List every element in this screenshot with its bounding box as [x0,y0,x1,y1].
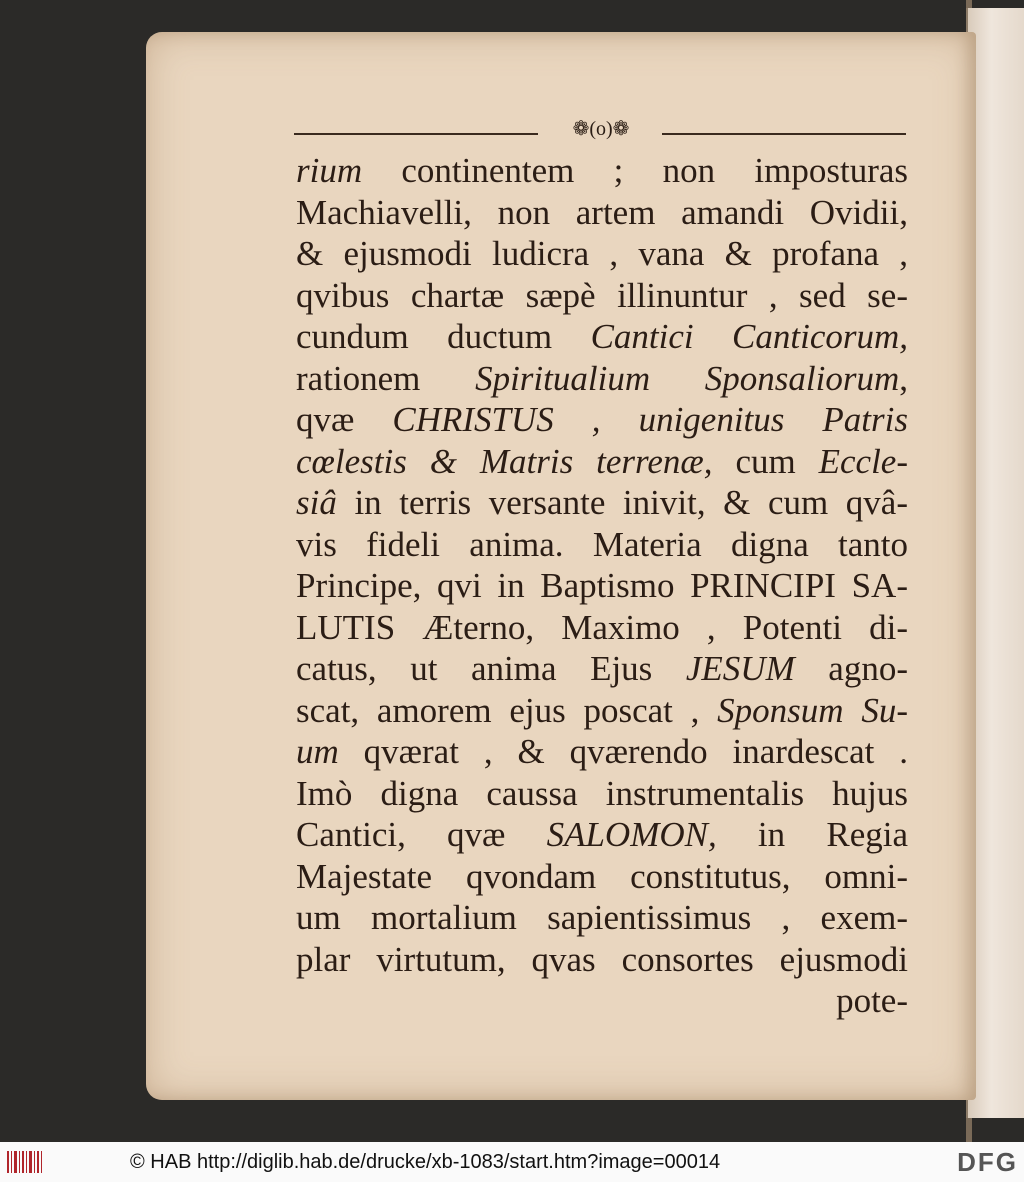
text-run: qværat , & qværendo inardescat . [338,732,908,771]
text-run: catus, ut anima Ejus [296,649,686,688]
italic-text-run: Cantici Canticorum, [590,317,908,356]
catchword: pote- [836,981,908,1020]
text-line [296,773,908,815]
text-line [296,690,908,732]
text-line [296,233,908,275]
text-line [296,358,908,400]
source-url-text: © HAB http://diglib.hab.de/drucke/xb-1083/start.htm?image=00014 [130,1151,721,1173]
header-rule-left [294,133,538,135]
text-run: plar virtutum, qvas consortes ejusmodi [296,939,908,979]
text-line [296,565,908,607]
text-run: agno- [794,649,908,688]
text-line [296,939,908,981]
text-line [296,607,908,649]
italic-text-run: Sponsum Su- [717,690,908,730]
text-run: LUTIS Æterno, Maximo , Potenti di- [296,607,908,647]
text-line [296,856,908,898]
text-run: cundum ductum [296,317,591,356]
text-run: rationem [296,358,476,398]
text-run: qvibus chartæ sæpè illinuntur , sed se- [296,275,908,315]
text-run: um mortalium sapientissimus , exem- [296,898,908,937]
text-line [296,441,908,483]
italic-text-run: CHRISTUS , unigenitus Patris [392,400,908,439]
text-line [296,192,908,234]
italic-text-run: siâ [296,483,337,522]
header-ornament: ❁(o)❁ [572,118,630,140]
text-run: in Regia [716,815,908,854]
text-run: Majestate qvondam constitutus, omni- [296,856,908,896]
page-text [296,150,908,1022]
text-line [296,275,908,317]
text-run: in terris versante inivit, & cum qvâ- [336,483,908,522]
hab-barcode-logo-icon [6,1148,46,1176]
text-run: continentem ; non imposturas [362,151,908,190]
text-run: Imò digna caussa instrumentalis hujus [296,773,908,813]
page-header-rule [294,120,906,138]
text-run: Cantici, qvæ [296,815,547,854]
text-line [296,150,908,192]
text-run: scat, amorem ejus poscat , [296,690,718,730]
text-line [296,316,908,358]
text-run: vis fideli anima. Materia digna tanto [296,524,908,564]
text-line [296,731,908,773]
header-rule-right [662,133,906,135]
italic-text-run: JESUM [685,649,795,688]
text-run: Machiavelli, non artem amandi Ovidii, [296,192,908,232]
italic-text-run: rium [296,151,363,190]
footer-bar [0,1142,1024,1182]
italic-text-run: cœlestis & Matris terrenæ, [296,441,713,481]
text-line [296,399,908,441]
text-run: qvæ [296,400,393,439]
text-line [296,814,908,856]
text-run: , [899,358,908,398]
text-line [296,524,908,566]
text-run: & ejusmodi ludicra , vana & profana , [296,234,908,273]
text-line [296,648,908,690]
text-run: Principe, qvi in Baptismo PRINCIPI SA- [296,566,908,605]
text-line [296,897,908,939]
italic-text-run: um [296,732,339,771]
text-line [296,482,908,524]
italic-text-run: Spiritualium Sponsaliorum [475,358,900,398]
italic-text-run: Eccle- [818,441,908,481]
dfg-logo: DFG [957,1147,1018,1177]
italic-text-run: SALOMON, [546,815,717,854]
text-run: cum [712,441,819,481]
